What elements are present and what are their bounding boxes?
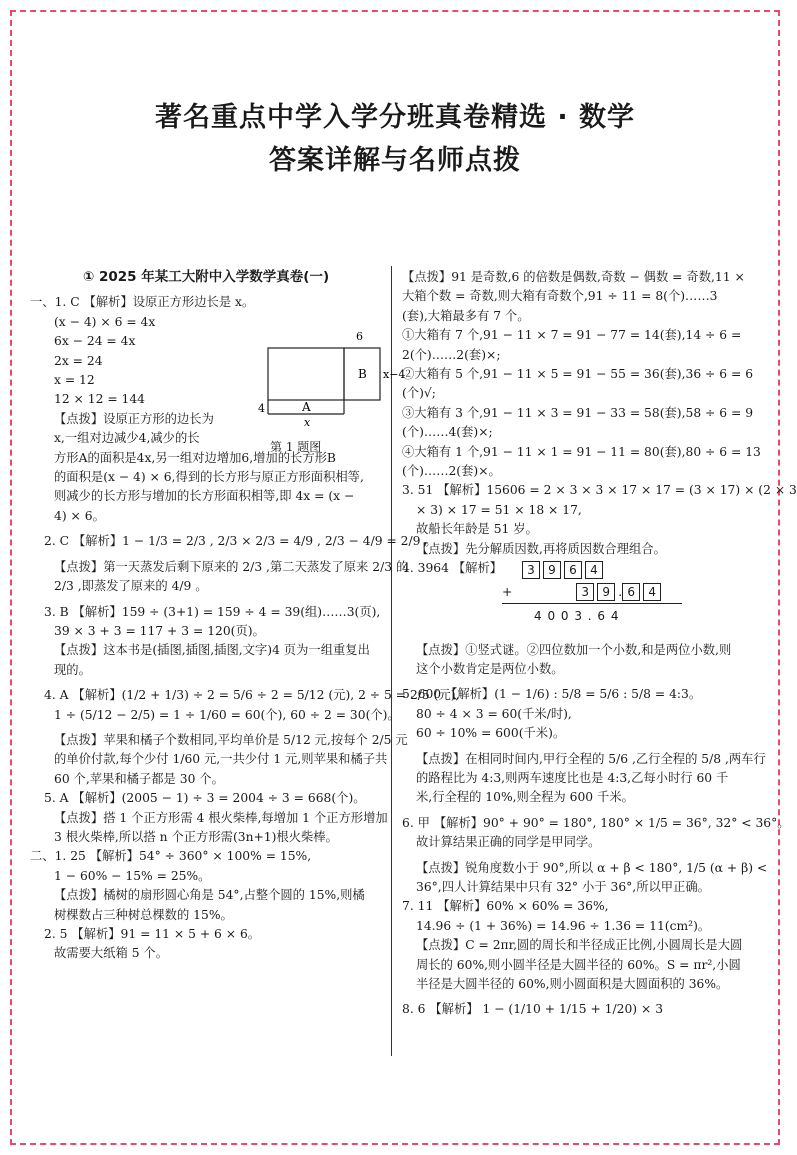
text-line: 【点拨】搭 1 个正方形需 4 根火柴棒,每增加 1 个正方形增加: [54, 810, 388, 825]
text-line: × 3) × 17 = 51 × 18 × 17,: [416, 502, 582, 517]
text-line: ①大箱有 7 个,91 − 11 × 7 = 91 − 77 = 14(套),14 ÷ 6 =: [402, 328, 742, 343]
text-line: 故计算结果正确的同学是甲同学。: [416, 835, 601, 850]
column-divider: [391, 266, 392, 1056]
text-line: 故船长年龄是 51 岁。: [416, 522, 538, 537]
text-line: 2x = 24: [54, 353, 103, 368]
digit-box: 9: [597, 583, 615, 601]
text-line: 【点拨】①竖式谜。②四位数加一个小数,和是两位小数,则: [416, 642, 732, 657]
text-line: 2. C 【解析】1 − 1/3 = 2/3 , 2/3 × 2/3 = 4/9 , 2/3 − 4/9 = 2/9 。: [44, 534, 437, 549]
section-title: ① 2025 年某工大附中入学数学真卷(一): [82, 269, 330, 285]
text-line: x,一组对边减少4,减少的长: [54, 431, 200, 446]
text-line: 【点拨】先分解质因数,再将质因数合理组合。: [416, 541, 666, 556]
text-line: (个)……2(套)×。: [402, 464, 501, 479]
text-line: 14.96 ÷ (1 + 36%) = 14.96 ÷ 1.36 = 11(cm²)。: [416, 918, 711, 933]
text-line: 2. 5 【解析】91 = 11 × 5 + 6 × 6。: [44, 927, 261, 941]
text-line: 2/3 ,即蒸发了原来的 4/9 。: [54, 579, 208, 594]
text-line: 树棵数占三种树总棵数的 15%。: [54, 907, 233, 922]
text-line: 39 × 3 + 3 = 117 + 3 = 120(页)。: [54, 623, 265, 638]
text-line: 方形A的面积是4x,另一组对边增加6,增加的长方形B: [54, 450, 336, 465]
sum-line: [502, 603, 682, 604]
digit-box: 4: [585, 561, 603, 579]
text-line: 这个小数肯定是两位小数。: [416, 661, 564, 676]
text-line: 的单价付款,每个少付 1/60 元,一共少付 1 元,则苹果和橘子共: [54, 752, 388, 767]
question-1-figure: [228, 326, 406, 436]
text-line: 半径是大圆半径的 60%,则小圆面积是大圆面积的 36%。: [416, 977, 729, 991]
digit-box: 6: [622, 583, 640, 601]
text-line: 6. 甲 【解析】90° + 90° = 180°, 180° × 1/5 = 36°, 32° < 36°。: [402, 815, 790, 830]
text-line: 的路程比为 4:3,则两车速度比也是 4:3,乙每小时行 60 千: [416, 770, 729, 785]
figure-caption: 第 1 题图: [270, 440, 322, 454]
text-line: 4. A 【解析】(1/2 + 1/3) ÷ 2 = 5/6 ÷ 2 = 5/12 (元), 2 ÷ 5 = 2/5 (元),: [44, 688, 460, 703]
figure-label-x: x: [304, 416, 311, 429]
text-line: 【点拨】在相同时间内,甲行全程的 5/6 ,乙行全程的 5/8 ,两车行: [416, 751, 766, 766]
text-line: 3 根火柴棒,所以搭 n 个正方形需(3n+1)根火柴棒。: [54, 829, 338, 844]
text-line: 的面积是(x − 4) × 6,得到的长方形与原正方形面积相等,: [54, 470, 364, 485]
digit-box: 4: [643, 583, 661, 601]
text-line: (个)……4(套)×;: [402, 425, 493, 440]
digit-box: 9: [543, 561, 561, 579]
right-column: [402, 268, 797, 1020]
text-line: 2(个)……2(套)×;: [402, 347, 501, 362]
figure-label-b: B: [358, 367, 367, 381]
addend-row-1: [522, 561, 606, 580]
page-subtitle: 答案详解与名师点拨: [269, 145, 521, 176]
digit-box: 6: [564, 561, 582, 579]
figure-label-6: 6: [356, 330, 363, 343]
text-line: 【点拨】苹果和橘子个数相同,平均单价是 5/12 元,按每个 2/5 元: [54, 732, 408, 747]
figure-label-4: 4: [258, 402, 265, 415]
text-line: (x − 4) × 6 = 4x: [54, 314, 156, 329]
text-line: 故需要大纸箱 5 个。: [54, 946, 169, 961]
addend-row-2: [502, 583, 664, 602]
text-line: 5. 600 【解析】(1 − 1/6) : 5/8 = 5/6 : 5/8 = 4:3。: [402, 687, 702, 702]
figure-label-a: A: [302, 400, 311, 414]
digit-box: 3: [576, 583, 594, 601]
text-line: 4) × 6。: [54, 508, 105, 523]
text-line: ②大箱有 5 个,91 − 11 × 5 = 91 − 55 = 36(套),36 ÷ 6 = 6: [402, 367, 754, 382]
text-line: 12 × 12 = 144: [54, 392, 146, 407]
decimal-point: .: [618, 584, 623, 599]
text-line: 36°,四人计算结果中只有 32° 小于 36°,所以甲正确。: [416, 879, 710, 894]
text-line: 【点拨】锐角度数小于 90°,所以 α + β < 180°, 1/5 (α + β) <: [416, 860, 768, 875]
text-line: 周长的 60%,则小圆半径是大圆半径的 60%。S = πr²,小圆: [416, 957, 741, 972]
text-line: 1 ÷ (5/12 − 2/5) = 1 ÷ 1/60 = 60(个), 60 ÷ 2 = 30(个)。: [54, 707, 400, 722]
text-line: (套),大箱最多有 7 个。: [402, 308, 530, 323]
page-title: 著名重点中学入学分班真卷精选 · 数学: [154, 102, 636, 133]
digit-box: 3: [522, 561, 540, 579]
right-column-text-b: [402, 641, 790, 1020]
text-line: 7. 11 【解析】60% × 60% = 36%,: [402, 899, 609, 914]
text-line: 5. A 【解析】(2005 − 1) ÷ 3 = 2004 ÷ 3 = 668(个)。: [44, 791, 366, 806]
text-line: 现的。: [54, 662, 91, 677]
text-line: 3. 51 【解析】15606 = 2 × 3 × 3 × 17 × 17 = (3 × 17) × (2 × 3: [402, 483, 797, 498]
text-line: 二、1. 25 【解析】54° ÷ 360° × 100% = 15%,: [30, 849, 312, 864]
text-line: ③大箱有 3 个,91 − 11 × 3 = 91 − 33 = 58(套),58 ÷ 6 = 9: [402, 405, 754, 420]
text-line: 3. B 【解析】159 ÷ (3+1) = 159 ÷ 4 = 39(组)……3(页),: [44, 604, 381, 619]
text-line: 【点拨】橘树的扇形圆心角是 54°,占整个圆的 15%,则橘: [54, 888, 365, 903]
text-line: x = 12: [54, 373, 95, 388]
text-line: 【点拨】第一天蒸发后剩下原来的 2/3 ,第二天蒸发了原来 2/3 的: [54, 559, 409, 574]
text-line: 60 个,苹果和橘子都是 30 个。: [54, 771, 224, 786]
text-line: 1 − 60% − 15% = 25%。: [54, 868, 211, 883]
text-line: 大箱个数 = 奇数,则大箱有奇数个,91 ÷ 11 = 8(个)……3: [402, 289, 718, 304]
text-line: 80 ÷ 4 × 3 = 60(千米/时),: [416, 706, 572, 721]
text-line: 一、1. C 【解析】设原正方形边长是 x。: [30, 295, 255, 310]
text-line: 6x − 24 = 4x: [54, 334, 136, 349]
sum-result: 4 0 0 3 . 6 4: [534, 608, 620, 623]
text-line: 【点拨】这本书是(插图,插图,插图,文字)4 页为一组重复出: [54, 643, 370, 658]
text-line: 则减少的长方形与增加的长方形面积相等,即 4x = (x −: [54, 489, 355, 504]
text-line: 【点拨】设原正方形的边长为: [54, 411, 214, 426]
text-line: 【点拨】91 是奇数,6 的倍数是偶数,奇数 − 偶数 = 奇数,11 ×: [402, 270, 745, 284]
text-line: 8. 6 【解析】 1 − (1/10 + 1/15 + 1/20) × 3: [402, 1002, 664, 1017]
figure-label-x4: x−4: [383, 368, 406, 381]
text-line: ④大箱有 1 个,91 − 11 × 1 = 91 − 11 = 80(套),80 ÷ 6 = 13: [402, 444, 761, 459]
text-line: (个)√;: [402, 386, 436, 401]
right-column-text-a: [402, 268, 797, 579]
plus-sign: +: [502, 584, 513, 599]
text-line: 60 ÷ 10% = 600(千米)。: [416, 726, 566, 741]
text-line: 米,行全程的 10%,则全程为 600 千米。: [416, 790, 634, 805]
text-line: 4. 3964 【解析】: [402, 561, 503, 576]
text-line: 【点拨】C = 2πr,圆的周长和半径成正比例,小圆周长是大圆: [416, 938, 743, 953]
